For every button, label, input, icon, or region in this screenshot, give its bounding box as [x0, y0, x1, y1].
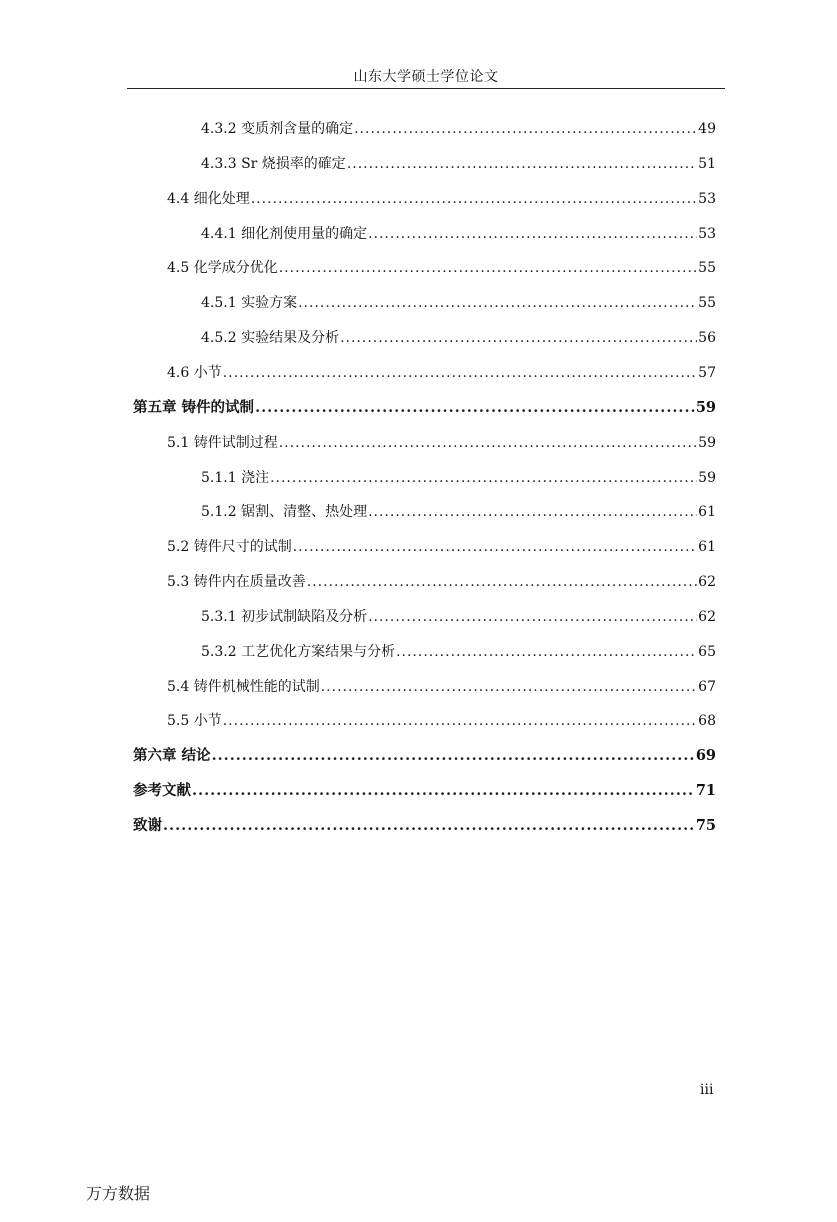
toc-entry[interactable] — [133, 781, 716, 801]
toc-dot-leader — [321, 677, 697, 697]
toc-entry-title: 5.4 铸件机械性能的试制 — [167, 678, 320, 695]
toc-entry[interactable] — [167, 572, 716, 592]
toc-entry-title: 5.2 铸件尺寸的试制 — [167, 539, 292, 556]
toc-entry[interactable] — [201, 468, 716, 488]
toc-dot-leader — [368, 502, 697, 522]
toc-entry[interactable] — [201, 607, 716, 627]
page-number: iii — [700, 1082, 714, 1098]
toc-entry-title: 4.4.1 细化剂使用量的确定 — [201, 225, 368, 242]
toc-entry[interactable] — [167, 189, 716, 209]
toc-entry-title: 4.3.2 变质剂含量的确定 — [201, 121, 354, 137]
toc-entry-title: 5.3.2 工艺优化方案结果与分析 — [201, 643, 396, 660]
toc-dot-leader — [251, 189, 697, 209]
toc-entry-page: 71 — [695, 782, 716, 800]
toc-entry-title: 5.3.1 初步试制缺陷及分析 — [201, 608, 368, 625]
toc-entry[interactable] — [167, 433, 716, 453]
toc-entry[interactable] — [201, 293, 716, 313]
toc-entry-page: 49 — [698, 121, 716, 137]
toc-entry-page: 68 — [698, 713, 716, 730]
toc-entry-title: 第六章 结论 — [133, 747, 211, 765]
toc-entry[interactable] — [201, 642, 716, 662]
toc-dot-leader — [192, 781, 695, 801]
toc-entry-title: 5.1.2 锯割、清整、热处理 — [201, 504, 368, 521]
toc-entry[interactable] — [167, 537, 716, 557]
toc-entry-page: 69 — [695, 747, 716, 765]
toc-dot-leader — [298, 293, 697, 313]
toc-entry-page: 57 — [698, 364, 716, 381]
toc-entry-page: 59 — [698, 469, 716, 486]
toc-entry-title: 5.1.1 浇注 — [201, 469, 270, 486]
toc-dot-leader — [270, 468, 697, 488]
toc-entry-page: 61 — [698, 539, 716, 556]
toc-entry-page: 61 — [698, 504, 716, 521]
toc-dot-leader — [368, 224, 697, 244]
toc-entry-title: 5.5 小节 — [167, 713, 222, 730]
toc-entry[interactable] — [201, 119, 716, 139]
toc-dot-leader — [223, 711, 697, 731]
toc-entry-page: 55 — [698, 295, 716, 312]
toc-dot-leader — [293, 537, 697, 557]
header-title: 山东大学硕士学位论文 — [353, 69, 499, 85]
toc-dot-leader — [307, 572, 697, 592]
toc-dot-leader — [347, 154, 697, 174]
toc-entry[interactable] — [201, 502, 716, 522]
toc-entry-page: 75 — [695, 817, 716, 834]
watermark-logo-text: 万方数据 — [86, 1184, 151, 1203]
toc-entry-title: 4.5 化学成分优化 — [167, 260, 278, 277]
toc-entry-page: 59 — [695, 398, 716, 416]
toc-dot-leader — [255, 398, 695, 418]
toc-entry[interactable] — [133, 398, 716, 418]
toc-entry[interactable] — [167, 711, 716, 731]
toc-entry-page: 62 — [698, 608, 716, 625]
toc-entry-title: 4.3.3 Sr 烧损率的確定 — [201, 155, 346, 172]
toc-dot-leader — [354, 119, 697, 139]
toc-entry-page: 56 — [698, 330, 716, 347]
toc-entry-title: 4.6 小节 — [167, 364, 222, 381]
toc-dot-leader — [368, 607, 697, 627]
toc-entry-title: 第五章 铸件的试制 — [133, 398, 255, 416]
toc-dot-leader — [396, 642, 697, 662]
toc-entry[interactable] — [133, 816, 716, 836]
toc-entry-page: 65 — [698, 643, 716, 660]
toc-entry[interactable] — [133, 746, 716, 766]
toc-entry[interactable] — [201, 224, 716, 244]
toc-dot-leader — [279, 433, 697, 453]
toc-entry-title: 4.5.1 实验方案 — [201, 295, 298, 312]
toc-dot-leader — [163, 816, 695, 836]
toc-entry-title: 4.5.2 实验结果及分析 — [201, 330, 340, 347]
toc-entry-page: 53 — [698, 190, 716, 207]
toc-entry-title: 参考文献 — [133, 782, 191, 800]
toc-entry-page: 55 — [698, 260, 716, 277]
toc-entry[interactable] — [167, 677, 716, 697]
toc-entry-title: 4.4 细化处理 — [167, 190, 250, 207]
toc-dot-leader — [223, 363, 697, 383]
toc-entry-title: 5.1 铸件试制过程 — [167, 434, 278, 451]
toc-entry-title: 5.3 铸件内在质量改善 — [167, 574, 306, 591]
toc-dot-leader — [212, 746, 695, 766]
toc-entry[interactable] — [167, 363, 716, 383]
toc-entry-title: 致谢 — [133, 817, 162, 834]
toc-entry-page: 67 — [698, 678, 716, 695]
header-rule — [127, 88, 725, 89]
toc-entry[interactable] — [201, 154, 716, 174]
toc-entry-page: 51 — [698, 155, 716, 172]
toc-dot-leader — [279, 258, 697, 278]
toc-entry[interactable] — [201, 328, 716, 348]
toc-entry-page: 53 — [698, 225, 716, 242]
toc-entry[interactable] — [167, 258, 716, 278]
toc-entry-page: 62 — [698, 574, 716, 591]
toc-dot-leader — [340, 328, 697, 348]
toc-entry-page: 59 — [698, 434, 716, 451]
